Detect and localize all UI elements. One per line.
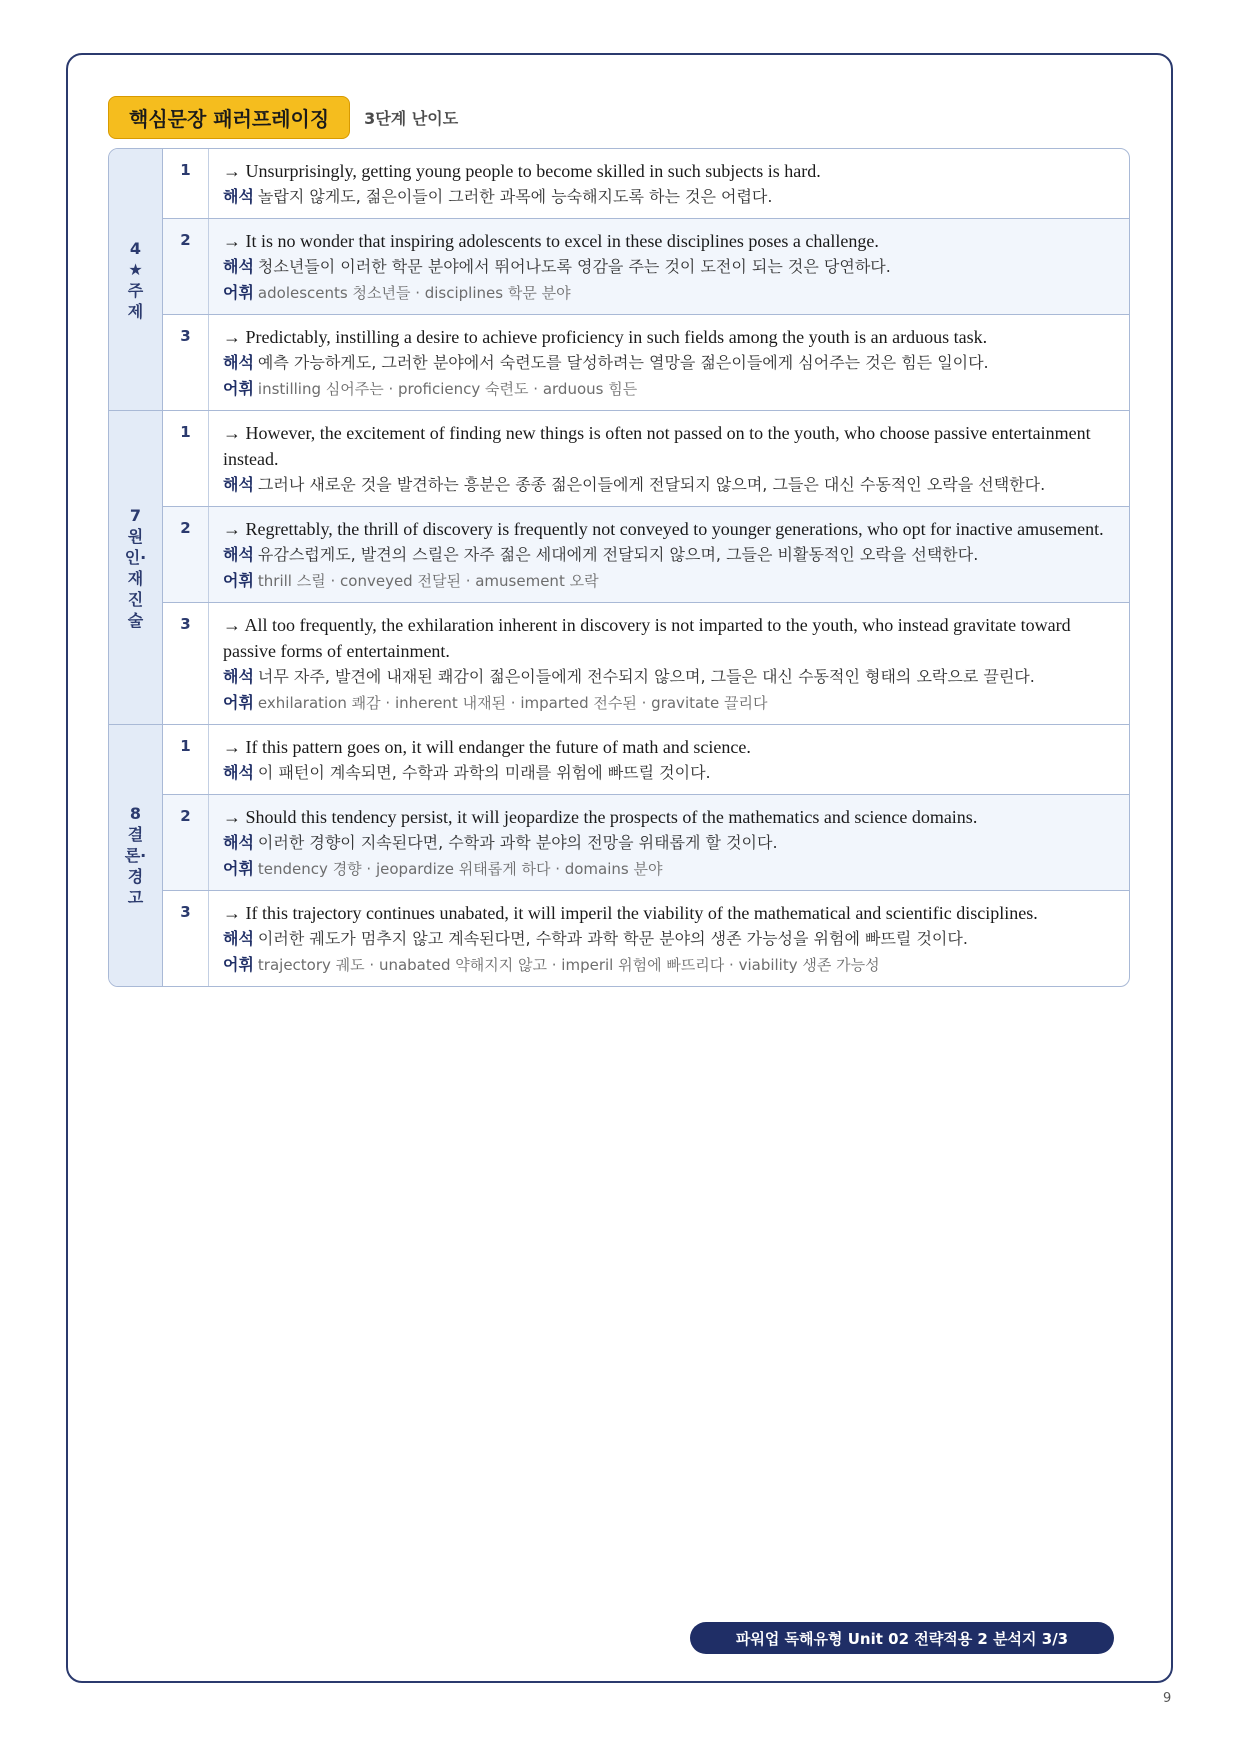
paraphrase-sentence: → If this pattern goes on, it will endanger the future of math and science. — [223, 737, 751, 757]
paraphrase-sentence: → Unsurprisingly, getting young people to become skilled in such subjects is hard. — [223, 161, 821, 181]
group-label-char: 결 — [127, 825, 144, 844]
section-title-badge: 핵심문장 패러프레이징 — [108, 96, 350, 139]
row-number: 2 — [163, 507, 209, 602]
group-label-char: 원 — [127, 526, 144, 546]
translation-tag: 해석 — [223, 187, 254, 206]
vocab-line — [223, 952, 1119, 978]
row-number: 1 — [163, 149, 209, 218]
translation-tag: 해석 — [223, 763, 254, 782]
row-content — [209, 891, 1129, 986]
row-number: 2 — [163, 219, 209, 314]
group-label-char: 론· — [124, 846, 147, 865]
vocab-tag: 어휘 — [223, 379, 254, 398]
vocab-tag: 어휘 — [223, 859, 254, 878]
translation-text: 이 패턴이 계속되면, 수학과 과학의 미래를 위험에 빠뜨릴 것이다. — [257, 763, 711, 782]
section-group — [109, 149, 1129, 411]
group-label-char: ★ — [128, 259, 143, 279]
row-content — [209, 315, 1129, 410]
group-label-char: 경 — [127, 867, 144, 886]
difficulty-level: 3단계 난이도 — [364, 109, 459, 128]
vocab-text: trajectory 궤도 · unabated 약해지지 않고 · imperil 위험에 빠뜨리다 · viability 생존 가능성 — [257, 956, 880, 974]
table-row — [163, 315, 1129, 410]
row-content — [209, 149, 1129, 218]
translation-tag: 해석 — [223, 475, 254, 494]
vocab-tag: 어휘 — [223, 571, 254, 590]
row-number: 3 — [163, 891, 209, 986]
group-label — [125, 505, 147, 631]
translation-line — [223, 350, 1119, 376]
group-label-char: 주 — [127, 280, 144, 300]
translation-line — [223, 542, 1119, 568]
vocab-line — [223, 568, 1119, 594]
group-sidebar — [109, 725, 163, 986]
vocab-text: adolescents 청소년들 · disciplines 학문 분야 — [257, 284, 571, 302]
translation-tag: 해석 — [223, 929, 254, 948]
row-content — [209, 603, 1129, 724]
translation-tag: 해석 — [223, 667, 254, 686]
vocab-line — [223, 856, 1119, 882]
paraphrase-table — [108, 148, 1130, 987]
vocab-text: exhilaration 쾌감 · inherent 내재된 · imparted 전수된 · gravitate 끌리다 — [257, 694, 768, 712]
translation-text: 예측 가능하게도, 그러한 분야에서 숙련도를 달성하려는 열망을 젊은이들에게 심어주는 것은 힘든 일이다. — [257, 353, 989, 372]
translation-line — [223, 184, 1119, 210]
group-label-char: 술 — [127, 610, 144, 630]
row-content — [209, 725, 1129, 794]
translation-line — [223, 760, 1119, 786]
table-row — [163, 411, 1129, 507]
row-content — [209, 795, 1129, 890]
row-number: 3 — [163, 315, 209, 410]
section-group — [109, 411, 1129, 725]
group-label — [128, 238, 143, 322]
translation-line — [223, 664, 1119, 690]
translation-tag: 해석 — [223, 545, 254, 564]
row-number: 2 — [163, 795, 209, 890]
group-label — [125, 803, 147, 908]
group-label-char: 7 — [129, 505, 142, 525]
vocab-text: thrill 스릴 · conveyed 전달된 · amusement 오락 — [257, 572, 599, 590]
table-row — [163, 891, 1129, 986]
paraphrase-sentence: → Regrettably, the thrill of discovery is frequently not conveyed to younger generations, who opt for inactive amusement. — [223, 519, 1104, 539]
page-number: 9 — [1163, 1691, 1172, 1706]
vocab-text: tendency 경향 · jeopardize 위태롭게 하다 · domains 분야 — [257, 860, 663, 878]
table-row — [163, 725, 1129, 795]
translation-text: 너무 자주, 발견에 내재된 쾌감이 젊은이들에게 전수되지 않으며, 그들은 대신 수동적인 형태의 오락으로 끌린다. — [257, 667, 1035, 686]
vocab-line — [223, 376, 1119, 402]
table-row — [163, 219, 1129, 315]
translation-text: 놀랍지 않게도, 젊은이들이 그러한 과목에 능숙해지도록 하는 것은 어렵다. — [257, 187, 773, 206]
vocab-tag: 어휘 — [223, 283, 254, 302]
translation-text: 그러나 새로운 것을 발견하는 흥분은 종종 젊은이들에게 전달되지 않으며, 그들은 대신 수동적인 오락을 선택한다. — [257, 475, 1046, 494]
translation-line — [223, 830, 1119, 856]
vocab-line — [223, 280, 1119, 306]
translation-line — [223, 254, 1119, 280]
paraphrase-sentence: → It is no wonder that inspiring adolescents to excel in these disciplines poses a challenge. — [223, 231, 879, 251]
table-row — [163, 795, 1129, 891]
row-content — [209, 219, 1129, 314]
translation-text: 이러한 경향이 지속된다면, 수학과 과학 분야의 전망을 위태롭게 할 것이다. — [257, 833, 778, 852]
table-row — [163, 149, 1129, 219]
group-label-char: 인· — [124, 547, 147, 567]
group-label-char: 진 — [127, 589, 144, 609]
translation-line — [223, 926, 1119, 952]
table-row — [163, 603, 1129, 724]
table-row — [163, 507, 1129, 603]
row-content — [209, 411, 1129, 506]
translation-text: 유감스럽게도, 발견의 스릴은 자주 젊은 세대에게 전달되지 않으며, 그들은 비활동적인 오락을 선택한다. — [257, 545, 979, 564]
vocab-tag: 어휘 — [223, 955, 254, 974]
group-label-char: 고 — [127, 888, 144, 907]
paraphrase-sentence: → Should this tendency persist, it will jeopardize the prospects of the mathematics and science domains. — [223, 807, 978, 827]
translation-text: 청소년들이 이러한 학문 분야에서 뛰어나도록 영감을 주는 것이 도전이 되는 것은 당연하다. — [257, 257, 891, 276]
vocab-tag: 어휘 — [223, 693, 254, 712]
translation-line — [223, 472, 1119, 498]
group-label-char: 재 — [127, 568, 144, 588]
paraphrase-sentence: → However, the excitement of finding new things is often not passed on to the youth, who choose passive entertainment instead. — [223, 423, 1091, 469]
group-label-char: 4 — [129, 238, 142, 258]
group-label-char: 제 — [127, 301, 144, 321]
section-header — [108, 96, 458, 139]
translation-tag: 해석 — [223, 257, 254, 276]
row-number: 1 — [163, 725, 209, 794]
group-sidebar — [109, 411, 163, 724]
group-label-char: 8 — [129, 804, 142, 823]
footer-unit-label: 파워업 독해유형 Unit 02 전략적용 2 분석지 3/3 — [690, 1622, 1114, 1654]
vocab-line — [223, 690, 1119, 716]
vocab-text: instilling 심어주는 · proficiency 숙련도 · arduous 힘든 — [257, 380, 638, 398]
group-sidebar — [109, 149, 163, 410]
paraphrase-sentence: → Predictably, instilling a desire to achieve proficiency in such fields among the youth is an arduous task. — [223, 327, 988, 347]
paraphrase-sentence: → All too frequently, the exhilaration inherent in discovery is not imparted to the youth, who instead gravitate toward passive forms of entertainment. — [223, 615, 1071, 661]
row-number: 1 — [163, 411, 209, 506]
paraphrase-sentence: → If this trajectory continues unabated, it will imperil the viability of the mathematical and scientific disciplines. — [223, 903, 1038, 923]
section-group — [109, 725, 1129, 986]
translation-tag: 해석 — [223, 353, 254, 372]
translation-text: 이러한 궤도가 멈추지 않고 계속된다면, 수학과 과학 학문 분야의 생존 가능성을 위험에 빠뜨릴 것이다. — [257, 929, 968, 948]
translation-tag: 해석 — [223, 833, 254, 852]
row-content — [209, 507, 1129, 602]
row-number: 3 — [163, 603, 209, 724]
